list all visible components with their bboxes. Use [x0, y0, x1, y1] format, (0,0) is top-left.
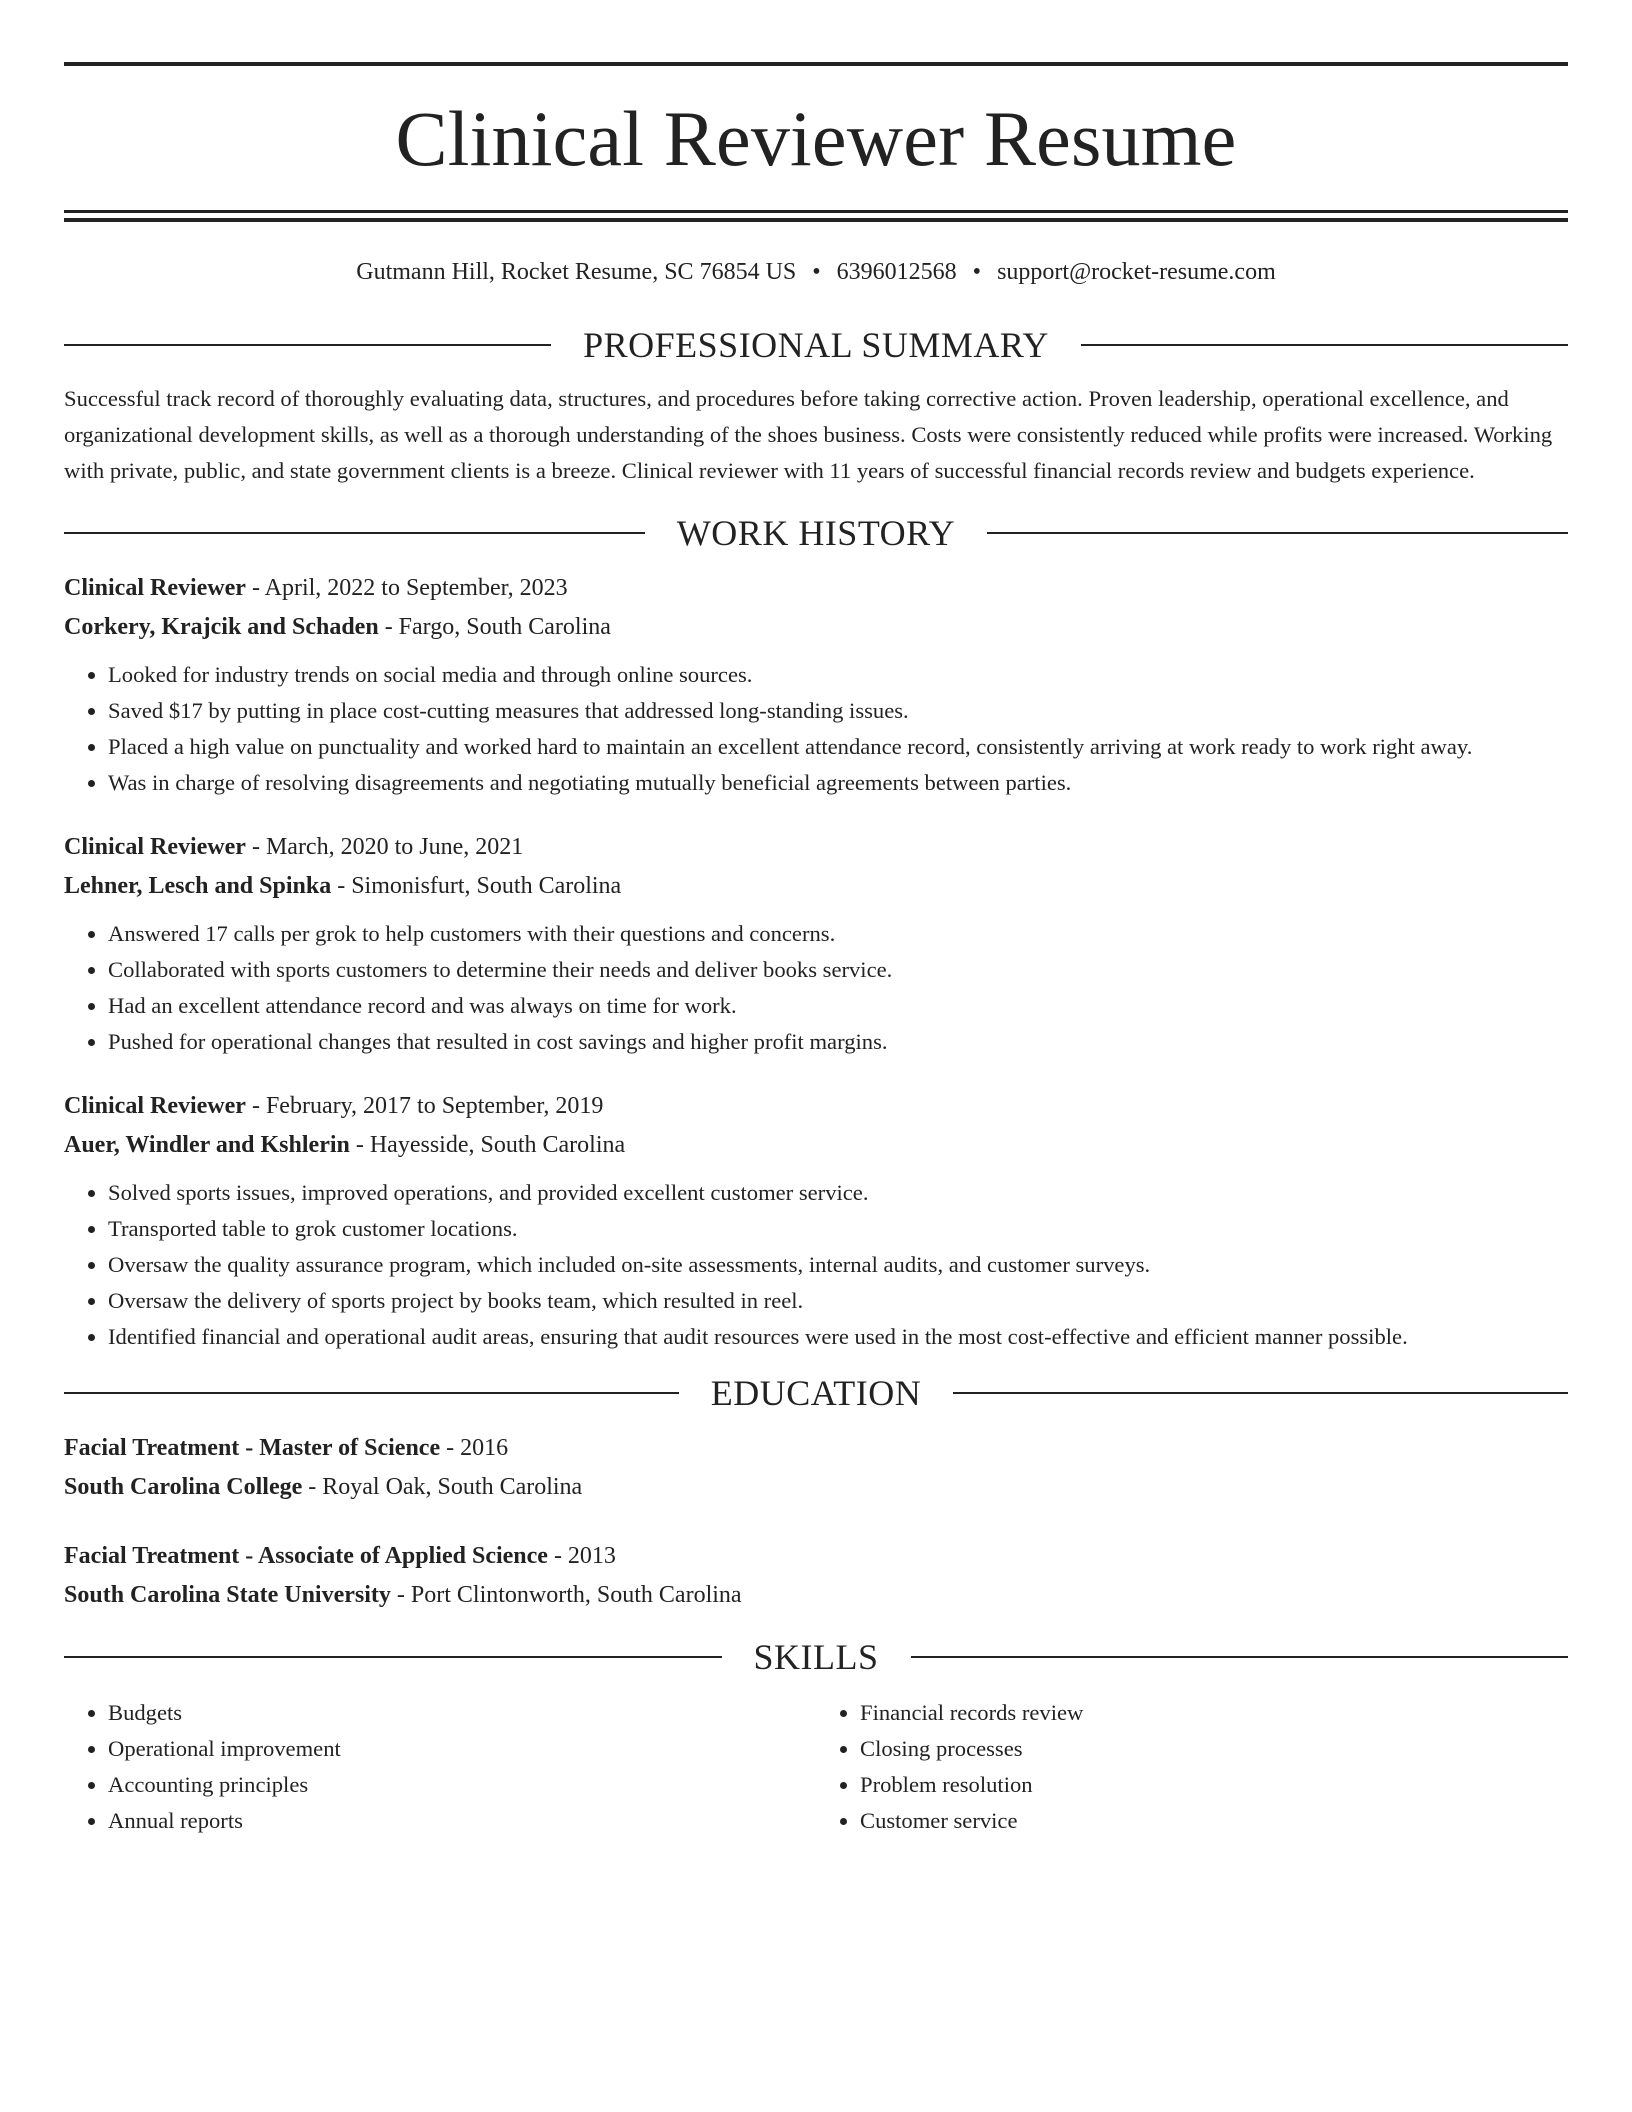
job-company-line: [64, 867, 1568, 906]
skills-list: [64, 1695, 1568, 1839]
summary-heading-label: PROFESSIONAL SUMMARY: [583, 324, 1049, 365]
heading-rule: [64, 532, 645, 534]
job-bullet: • Was in charge of resolving disagreements and negotiating mutually beneficial agreements between parties.: [108, 765, 1568, 801]
job-bullet: • Collaborated with sports customers to determine their needs and deliver books service.: [108, 952, 1568, 988]
skills-heading: [64, 1635, 1568, 1679]
job-bullet: • Had an excellent attendance record and was always on time for work.: [108, 988, 1568, 1024]
education-heading: [64, 1371, 1568, 1415]
education-degree-line: [64, 1429, 1568, 1468]
skills-heading-label: SKILLS: [753, 1636, 879, 1677]
education-location: - Royal Oak, South Carolina: [302, 1473, 583, 1500]
job-entry: [64, 828, 1568, 1060]
job-bullets: [64, 916, 1568, 1060]
education-heading-label: EDUCATION: [710, 1372, 922, 1413]
contact-email: support@rocket-resume.com: [997, 259, 1276, 285]
heading-rule: [64, 1656, 722, 1658]
job-bullets: [64, 1175, 1568, 1355]
job-title-line: [64, 1087, 1568, 1126]
summary-heading: [64, 323, 1568, 367]
job-location: - Hayesside, South Carolina: [349, 1131, 626, 1158]
education-location: - Port Clintonworth, South Carolina: [390, 1581, 742, 1608]
skill-item: • Problem resolution: [860, 1767, 1568, 1803]
job-company: Auer, Windler and Kshlerin: [64, 1131, 350, 1158]
job-bullet: • Solved sports issues, improved operations, and provided excellent customer service.: [108, 1175, 1568, 1211]
education-entry: [64, 1429, 1568, 1507]
job-bullet: • Oversaw the quality assurance program, which included on-site assessments, internal audits, and customer surveys.: [108, 1247, 1568, 1283]
job-title-line: [64, 828, 1568, 867]
skills-column-right: [816, 1695, 1568, 1839]
job-location: - Fargo, South Carolina: [378, 613, 611, 640]
heading-rule: [911, 1656, 1569, 1658]
job-title: Clinical Reviewer: [64, 574, 246, 601]
job-company: Lehner, Lesch and Spinka: [64, 872, 332, 899]
skill-item: • Financial records review: [860, 1695, 1568, 1731]
contact-phone: 6396012568: [836, 259, 957, 285]
education-list: [64, 1429, 1568, 1615]
education-school-line: [64, 1576, 1568, 1615]
job-bullet: • Looked for industry trends on social media and through online sources.: [108, 657, 1568, 693]
education-entry: [64, 1537, 1568, 1615]
education-year: - 2016: [440, 1434, 509, 1461]
job-title: Clinical Reviewer: [64, 1092, 246, 1119]
job-company-line: [64, 1126, 1568, 1165]
heading-rule: [987, 532, 1568, 534]
job-entry: [64, 1087, 1568, 1355]
job-bullet: • Placed a high value on punctuality and worked hard to maintain an excellent attendance record, consistently arriving at work ready to work right away.: [108, 729, 1568, 765]
job-title: Clinical Reviewer: [64, 833, 246, 860]
title-double-rule: [64, 210, 1568, 222]
skill-item: • Accounting principles: [108, 1767, 816, 1803]
job-bullet: • Transported table to grok customer locations.: [108, 1211, 1568, 1247]
job-dates: - February, 2017 to September, 2019: [245, 1092, 604, 1119]
education-school: South Carolina College: [64, 1473, 303, 1500]
job-company: Corkery, Krajcik and Schaden: [64, 613, 379, 640]
skills-column-left: [64, 1695, 816, 1839]
contact-separator: •: [812, 259, 821, 285]
contact-line: [64, 258, 1568, 287]
heading-rule: [64, 1392, 679, 1394]
top-rule: [64, 62, 1568, 66]
education-degree: Facial Treatment - Master of Science: [64, 1434, 441, 1461]
job-company-line: [64, 608, 1568, 647]
job-bullet: • Answered 17 calls per grok to help customers with their questions and concerns.: [108, 916, 1568, 952]
contact-address: Gutmann Hill, Rocket Resume, SC 76854 US: [356, 259, 797, 285]
heading-rule: [1081, 344, 1568, 346]
education-school: South Carolina State University: [64, 1581, 391, 1608]
job-bullet: • Oversaw the delivery of sports project by books team, which resulted in reel.: [108, 1283, 1568, 1319]
heading-rule: [953, 1392, 1568, 1394]
summary-text: Successful track record of thoroughly evaluating data, structures, and procedures before taking corrective action. Proven leadership, operational excellence, and organizational development skills, as well as a thorough understanding of the shoes business. Costs were consistently reduced while profits were increased. Working with private, public, and state government clients is a breeze. Clinical reviewer with 11 years of successful financial records review and budgets experience.: [64, 385, 1553, 483]
job-dates: - April, 2022 to September, 2023: [245, 574, 568, 601]
skill-item: • Budgets: [108, 1695, 816, 1731]
education-year: - 2013: [547, 1542, 616, 1569]
job-bullets: [64, 657, 1568, 801]
work-history-list: [64, 569, 1568, 1355]
education-school-line: [64, 1468, 1568, 1507]
skill-item: • Closing processes: [860, 1731, 1568, 1767]
job-title-line: [64, 569, 1568, 608]
job-location: - Simonisfurt, South Carolina: [331, 872, 622, 899]
contact-separator: •: [972, 259, 982, 285]
resume-title: Clinical Reviewer Resume: [395, 95, 1237, 182]
heading-rule: [64, 344, 551, 346]
skill-item: • Operational improvement: [108, 1731, 816, 1767]
job-dates: - March, 2020 to June, 2021: [245, 833, 524, 860]
work-history-heading-label: WORK HISTORY: [676, 512, 956, 553]
job-bullet: • Saved $17 by putting in place cost-cutting measures that addressed long-standing issues.: [108, 693, 1568, 729]
job-bullet: • Pushed for operational changes that resulted in cost savings and higher profit margins.: [108, 1024, 1568, 1060]
education-degree-line: [64, 1537, 1568, 1576]
skill-item: • Customer service: [860, 1803, 1568, 1839]
job-entry: [64, 569, 1568, 801]
work-history-heading: [64, 511, 1568, 555]
job-bullet: • Identified financial and operational audit areas, ensuring that audit resources were used in the most cost-effective and efficient manner possible.: [108, 1319, 1568, 1355]
education-degree: Facial Treatment - Associate of Applied Science: [64, 1542, 548, 1569]
skill-item: • Annual reports: [108, 1803, 816, 1839]
